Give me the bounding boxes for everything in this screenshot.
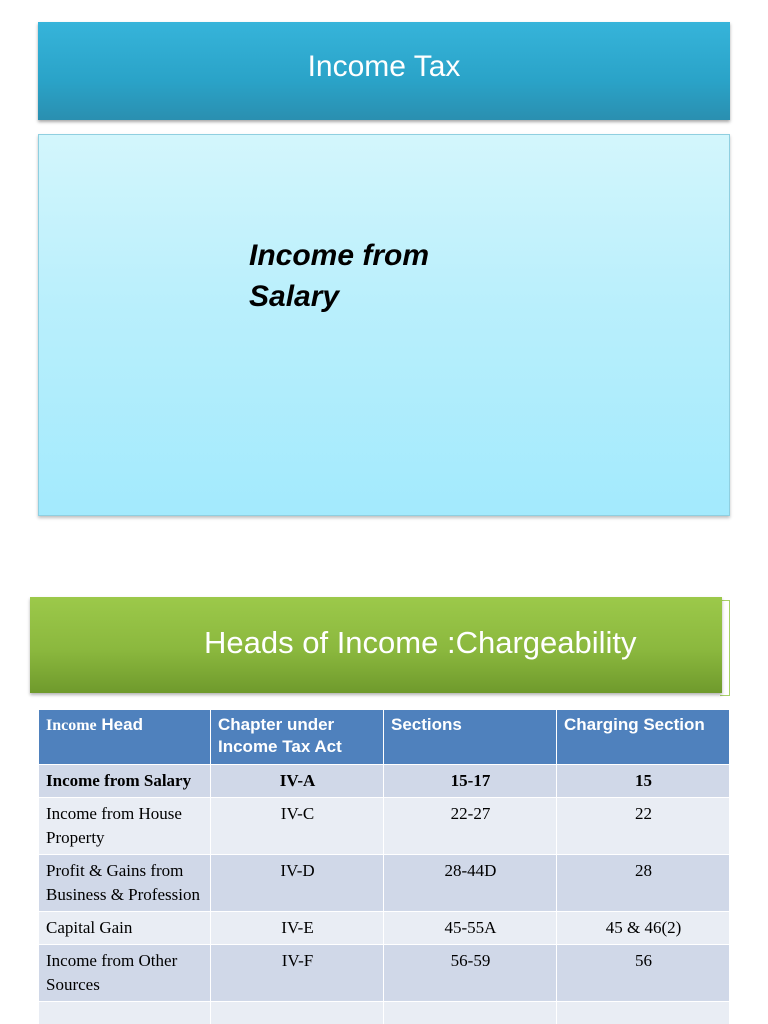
cell-income-head: Income from Salary	[39, 765, 211, 798]
slide1-content-box	[38, 134, 730, 516]
cell-chapter: IV-C	[211, 798, 384, 855]
slide2-title-bar	[30, 597, 722, 693]
cell-sections: 45-55A	[384, 912, 557, 945]
cell-sections: 28-44D	[384, 855, 557, 912]
cell-income-head: Income from Other Sources	[39, 945, 211, 1002]
cell-income-head: Income from House Property	[39, 798, 211, 855]
slide1-subtitle: Income from Salary	[249, 239, 430, 313]
table-row-empty	[39, 1002, 730, 1024]
table-row	[39, 765, 730, 798]
cell-income-head: Profit & Gains from Business & Profession	[39, 855, 211, 912]
slide2-title: Heads of Income :Chargeability	[204, 625, 637, 660]
table-header-row	[39, 710, 730, 765]
cell-chapter: IV-E	[211, 912, 384, 945]
cell-empty	[384, 1002, 557, 1024]
slide1-title-bar	[38, 22, 730, 120]
cell-sections: 15-17	[384, 765, 557, 798]
header-income-word: Income	[46, 717, 97, 734]
cell-empty	[39, 1002, 211, 1024]
cell-income-head: Capital Gain	[39, 912, 211, 945]
table-row	[39, 798, 730, 855]
cell-charging-section: 15	[557, 765, 730, 798]
header-income-head	[39, 710, 211, 765]
table-row	[39, 945, 730, 1002]
cell-empty	[557, 1002, 730, 1024]
cell-chapter: IV-F	[211, 945, 384, 1002]
cell-chapter: IV-D	[211, 855, 384, 912]
header-head-word: Head	[101, 715, 143, 734]
slide1-title: Income Tax	[307, 50, 461, 83]
cell-sections: 22-27	[384, 798, 557, 855]
cell-charging-section: 22	[557, 798, 730, 855]
heads-of-income-table	[38, 709, 730, 1024]
header-charging-section: Charging Section	[557, 710, 730, 765]
cell-charging-section: 45 & 46(2)	[557, 912, 730, 945]
cell-chapter: IV-A	[211, 765, 384, 798]
header-sections: Sections	[384, 710, 557, 765]
cell-empty	[211, 1002, 384, 1024]
table-row	[39, 912, 730, 945]
cell-charging-section: 56	[557, 945, 730, 1002]
cell-sections: 56-59	[384, 945, 557, 1002]
table-row	[39, 855, 730, 912]
header-chapter: Chapter under Income Tax Act	[211, 710, 384, 765]
cell-charging-section: 28	[557, 855, 730, 912]
